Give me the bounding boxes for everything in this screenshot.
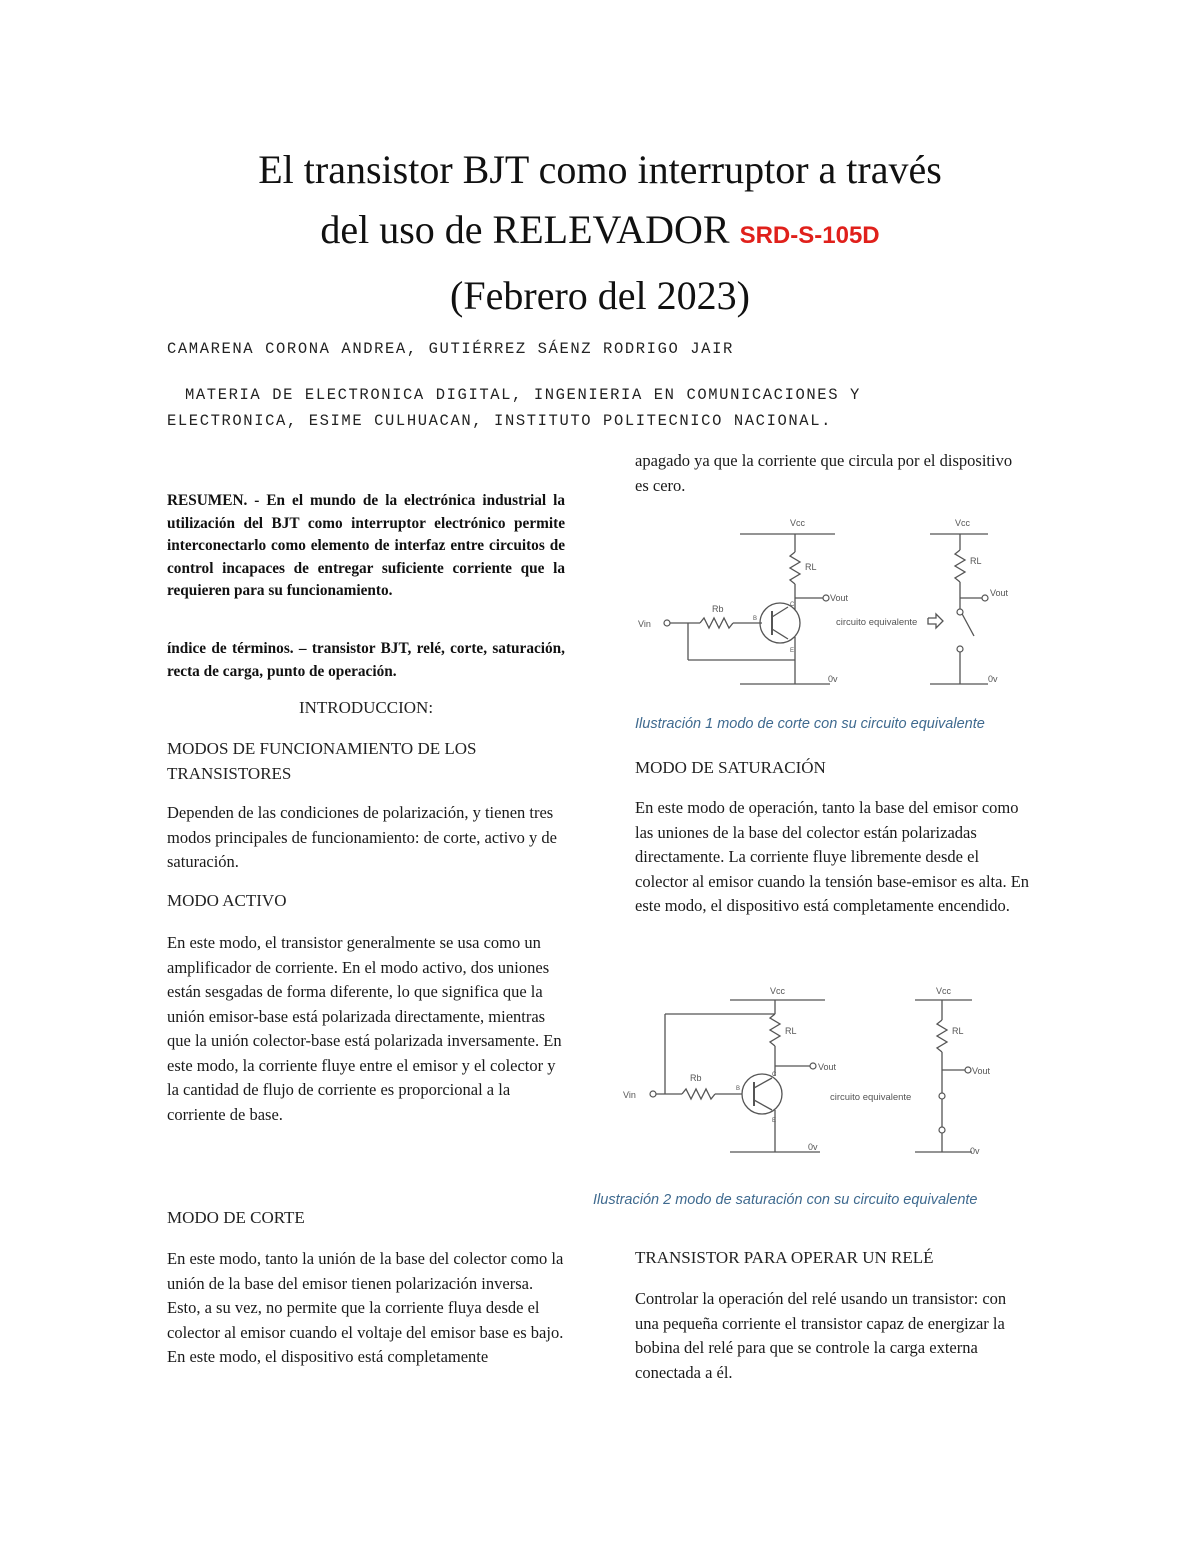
label-rl-eq-2: RL bbox=[952, 1026, 964, 1036]
affiliation-line-2: ELECTRONICA, ESIME CULHUACAN, INSTITUTO POLITECNICO NACIONAL. bbox=[167, 412, 832, 430]
label-equivalent: circuito equivalente bbox=[836, 617, 918, 628]
label-vin-2: Vin bbox=[623, 1090, 636, 1100]
affiliation-line-1: MATERIA DE ELECTRONICA DIGITAL, INGENIERIA EN COMUNICACIONES Y bbox=[185, 386, 861, 404]
label-ground: 0v bbox=[828, 674, 838, 684]
figure-2-caption: Ilustración 2 modo de saturación con su circuito equivalente bbox=[593, 1192, 978, 1208]
relay-model-tag: SRD-S-105D bbox=[739, 222, 880, 249]
label-e: E bbox=[790, 648, 795, 654]
circuit-wires-2 bbox=[656, 1000, 972, 1152]
abstract: RESUMEN. - En el mundo de la electrónica industrial la utilización del BJT como interruptor electrónico permite interconectarlo como elemento de interfaz entre circuitos de control incapaces de entregar suficiente corriente que la requieren para su funcionamiento. bbox=[167, 492, 565, 599]
label-vin: Vin bbox=[638, 619, 651, 629]
label-rb: Rb bbox=[712, 604, 724, 614]
label-vcc-eq-2: Vcc bbox=[936, 986, 952, 996]
figure-1-caption: Ilustración 1 modo de corte con su circuito equivalente bbox=[635, 716, 985, 732]
relay-heading: TRANSISTOR PARA OPERAR UN RELÉ bbox=[635, 1248, 934, 1267]
modes-heading: MODOS DE FUNCIONAMIENTO DE LOS TRANSISTORES bbox=[167, 739, 477, 783]
intro-heading: INTRODUCCION: bbox=[298, 698, 434, 717]
index-terms: índice de términos. – transistor BJT, relé, corte, saturación, recta de carga, punto de operación. bbox=[167, 640, 565, 680]
label-equivalent-2: circuito equivalente bbox=[830, 1092, 912, 1103]
label-vout: Vout bbox=[830, 593, 849, 603]
label-b-2: B bbox=[736, 1086, 741, 1092]
label-rl-2: RL bbox=[785, 1026, 797, 1036]
circuit-labels-2 bbox=[623, 986, 991, 1156]
affiliation bbox=[167, 382, 1047, 434]
active-text: En este modo, el transistor generalmente se usa como un amplificador de corriente. En el modo activo, dos uniones están sesgadas de forma diferente, lo que significa que la unión emisor-base está polarizada directamente, mientras que la unión colector-base está polarizada inversamente. En este modo, la corriente fluye entre el emisor y el colector y la cantidad de flujo de corriente es proporcional a la corriente de base. bbox=[167, 933, 562, 1124]
figure-1-cut-circuit bbox=[630, 512, 1030, 692]
relay-text: Controlar la operación del relé usando un transistor: con una pequeña corriente el transistor capaz de energizar la bobina del relé para que se controle la carga externa conectada a él. bbox=[635, 1289, 1007, 1382]
label-e-2: E bbox=[772, 1118, 777, 1124]
cut-heading: MODO DE CORTE bbox=[167, 1208, 305, 1227]
modes-text: Dependen de las condiciones de polarización, y tienen tres modos principales de funcionamiento: de corte, activo y de saturación. bbox=[167, 803, 557, 871]
title-line-1: El transistor BJT como interruptor a través bbox=[258, 147, 942, 192]
active-heading: MODO ACTIVO bbox=[167, 891, 287, 910]
figure-2-saturation-circuit bbox=[620, 984, 1020, 1164]
cut-continuation: apagado ya que la corriente que circula por el dispositivo es cero. bbox=[635, 451, 1013, 495]
cut-text: En este modo, tanto la unión de la base del colector como la unión de la base del emisor tienen polarización inversa. Esto, a su vez, no permite que la corriente fluya desde el colector al emisor cuando el voltaje del emisor base es bajo. En este modo, el dispositivo está completamente bbox=[167, 1249, 564, 1366]
label-ground-eq: 0v bbox=[988, 674, 998, 684]
label-ground-2: 0v bbox=[808, 1142, 818, 1152]
label-c: C bbox=[790, 602, 795, 608]
saturation-text: En este modo de operación, tanto la base del emisor como las uniones de la base del colector están polarizadas directamente. La corriente fluye libremente desde el colector al emisor cuando la tensión base-emisor es alta. En este modo, el dispositivo está completamente encendido. bbox=[635, 798, 1030, 915]
label-vcc-2: Vcc bbox=[770, 986, 786, 996]
label-rb-2: Rb bbox=[690, 1073, 702, 1083]
title-line-2: del uso de RELEVADOR bbox=[320, 207, 730, 252]
label-vout-eq-2: Vout bbox=[972, 1066, 991, 1076]
label-vcc-eq: Vcc bbox=[955, 518, 971, 528]
label-vcc: Vcc bbox=[790, 518, 806, 528]
label-vout-eq: Vout bbox=[990, 588, 1009, 598]
label-vout-2: Vout bbox=[818, 1062, 837, 1072]
label-rl: RL bbox=[805, 562, 817, 572]
label-c-2: C bbox=[772, 1072, 777, 1078]
paper-date: (Febrero del 2023) bbox=[450, 273, 750, 318]
title-line-2-wrap bbox=[0, 200, 1200, 266]
paper-title bbox=[0, 140, 1200, 266]
saturation-heading: MODO DE SATURACIÓN bbox=[635, 758, 826, 777]
label-ground-eq-2: 0v bbox=[970, 1146, 980, 1156]
label-b: B bbox=[753, 616, 758, 622]
authors: CAMARENA CORONA ANDREA, GUTIÉRREZ SÁENZ RODRIGO JAIR bbox=[167, 340, 734, 358]
label-rl-eq: RL bbox=[970, 556, 982, 566]
circuit-labels bbox=[638, 518, 1009, 684]
